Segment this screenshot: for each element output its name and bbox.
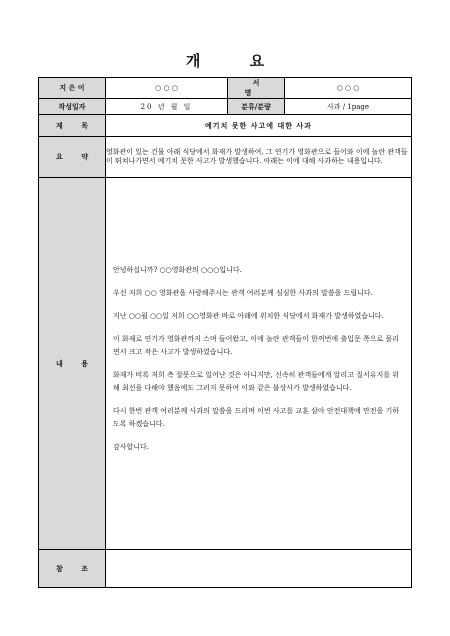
content-paragraph: 감사합니다. (113, 442, 150, 451)
category-label: 분류/분량 (228, 99, 285, 115)
date-value: 20 년 월 일 (106, 99, 228, 115)
content-row (39, 178, 412, 550)
overview-form-table (38, 77, 412, 588)
reference-value (106, 550, 412, 588)
content-paragraph: 지난 ○○월 ○○일 저희 ○○영화관 바로 아래에 위치한 식당에서 화재가 발생하였습니다. (113, 311, 384, 320)
content-paragraph: 다시 한번 관객 여러분께 사과의 말씀을 드리며 이번 사고를 교훈 삼아 안전대책에 만전을 기하도록 하겠습니다. (113, 406, 399, 428)
date-row (39, 99, 412, 115)
signature-value: ○ ○ ○ (285, 78, 412, 99)
content-paragraph: 안녕하십니까? ○○영화관의 ○○○입니다. (113, 265, 242, 274)
content-paragraph: 우선 저희 ○○ 영화관을 사랑해주시는 관객 여러분께 심심한 사과의 말씀을 드립니다. (113, 288, 373, 297)
reference-label: 참 조 (39, 550, 106, 588)
subject-row (39, 115, 412, 137)
category-value: 사과 / 1page (285, 99, 412, 115)
subject-label: 제 목 (39, 115, 106, 137)
date-label: 작성일자 (39, 99, 106, 115)
author-label: 지 은 이 (39, 78, 106, 99)
author-row (39, 78, 412, 99)
summary-label: 요 약 (39, 137, 106, 178)
summary-row (39, 137, 412, 178)
content-body (106, 178, 412, 550)
summary-value: 영화관이 있는 건물 아래 식당에서 화재가 발생하여, 그 연기가 영화관으로 들어와 이에 놀란 관객들이 뛰쳐나가면서 예기치 못한 사고가 발생했습니다. 아래는 이에 대해 사과하는 내용입니다. (106, 137, 412, 178)
content-paragraph: 화재가 비록 저희 측 잘못으로 일어난 것은 아니지만, 신속히 관객들에게 알리고 질서유지를 위해 최선을 다해야 했음에도 그러지 못하여 이와 같은 불상사가 발생하였습니다. (113, 370, 399, 392)
content-paragraphs (106, 264, 411, 454)
signature-label: 서 명 (228, 78, 285, 99)
content-paragraph: 이 화재로 연기가 영화관까지 스며 들어왔고, 이에 놀란 관객들이 한꺼번에 출입문 쪽으로 몰리면서 크고 작은 사고가 발생하였습니다. (113, 334, 399, 356)
subject-value: 예기치 못한 사고에 대한 사과 (106, 115, 412, 137)
content-label: 내 용 (39, 178, 106, 550)
author-value: ○ ○ ○ (106, 78, 228, 99)
reference-row (39, 550, 412, 588)
page-title: 개 요 (185, 52, 287, 70)
